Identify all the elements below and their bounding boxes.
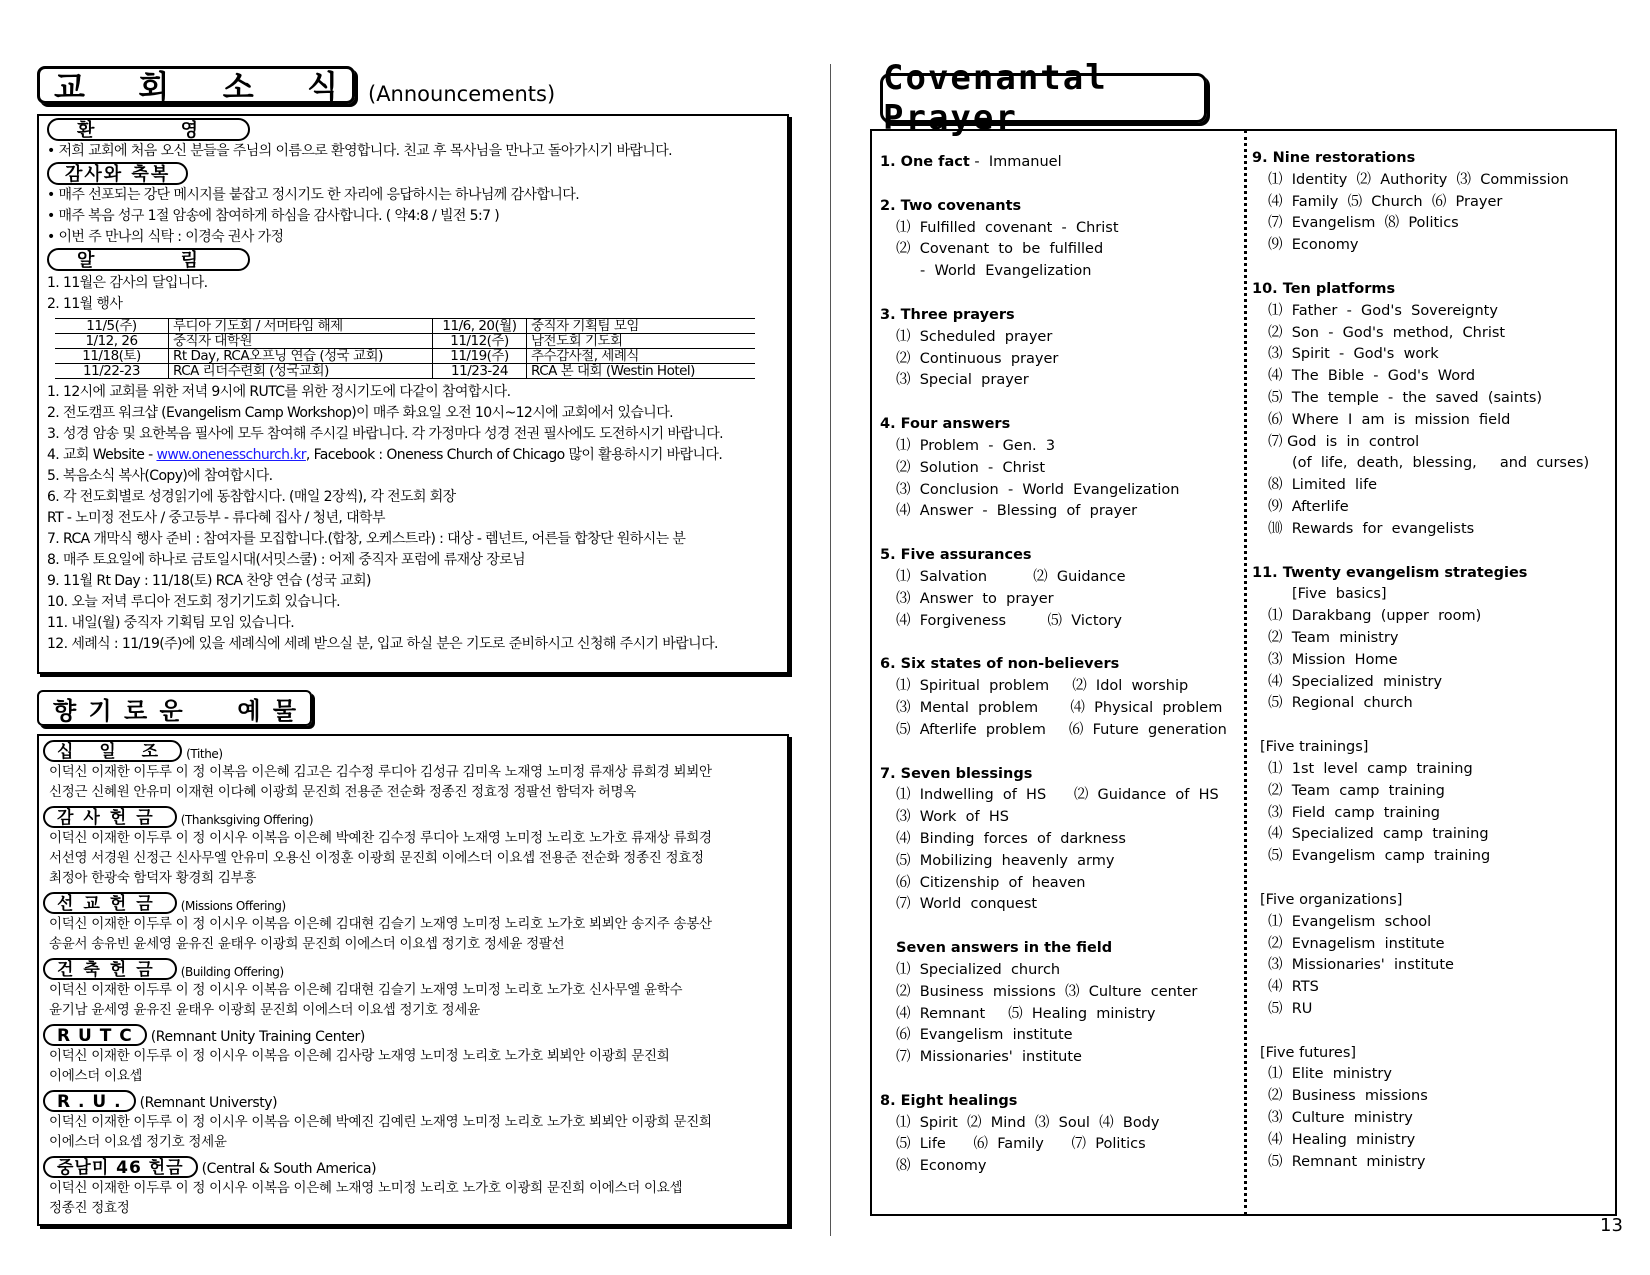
notice-intro: 2. 11월 행사: [47, 296, 123, 312]
prayer-item: ⑸ Afterlife problem ⑹ Future generation: [896, 721, 1227, 738]
offering-label-en: (Central & South America): [201, 1161, 377, 1177]
prayer-item: ⑵ Son - God's method, Christ: [1268, 324, 1506, 341]
offering-names: 서선영 서경원 신정근 신사무엘 안유미 오용신 이정훈 이광희 문진희 이에스더 이요셉 전용준 전순화 정종진 정효정: [49, 850, 704, 866]
offering-header: [43, 1154, 787, 1178]
offering-label-en: (Thanksgiving Offering): [180, 813, 314, 827]
heading-text: 8. Eight healings: [880, 1092, 1018, 1109]
title-char: 교: [54, 68, 85, 106]
prayer-item: ⑸ Regional church: [1268, 695, 1413, 712]
heading-text: 1. One fact: [880, 154, 970, 170]
thanks-line: • 매주 선포되는 강단 메시지를 붙잡고 정시기도 한 자리에 응답하시는 하나님께 감사합니다.: [47, 187, 580, 203]
offering-header: [43, 890, 787, 914]
prayer-group-label: [Five trainings]: [1260, 739, 1369, 756]
prayer-heading: [880, 152, 1227, 174]
offering-header: [43, 956, 787, 980]
offering-label-en: (Tithe): [186, 747, 223, 761]
offering-names: 이덕신 이재한 이두루 이 정 이시우 이복음 이은혜 김사랑 노재영 노미정 노리호 노가호 뵈뵈안 이광희 문진희: [49, 1048, 670, 1064]
offering-names: 이덕신 이재한 이두루 이 정 이시우 이복음 이은혜 김대현 김슬기 노재영 노미정 노리호 노가호 뵈뵈안 송지주 송봉산: [49, 916, 712, 932]
prayer-heading: [1252, 563, 1589, 585]
offering-names: 이덕신 이재한 이두루 이 정 이시우 이복음 이은혜 김대현 김슬기 노재영 노미정 노리호 노가호 신사무엘 윤학수: [49, 982, 683, 998]
prayer-item: ⑹ Evangelism institute: [896, 1027, 1073, 1044]
prayer-heading: [880, 196, 1227, 218]
spacer: [880, 916, 1227, 938]
schedule-date: 1/12, 26: [55, 334, 169, 349]
offering-header: [43, 1022, 787, 1046]
offering-names: 이덕신 이재한 이두루 이 정 이시우 이복음 이은혜 박예진 김예린 노재영 노미정 노리호 노가호 뵈뵈안 이광희 문진희: [49, 1114, 712, 1130]
prayer-item: ⑺ World conquest: [896, 896, 1038, 913]
schedule-event: 남전도회 기도회: [527, 334, 756, 349]
prayer-item-continued: (of life, death, blessing, and curses): [1292, 455, 1590, 472]
title-char: 회: [138, 68, 170, 106]
offering-names: 신정근 신혜원 안유미 이재현 이다혜 이광희 문진희 전용준 전순화 정종진 정효정 정팔선 함덕자 허명옥: [49, 784, 637, 800]
heading-suffix: - Immanuel: [969, 154, 1062, 170]
prayer-item: ⑺ Missionaries' institute: [896, 1049, 1082, 1066]
prayer-item: ⑷ RTS: [1268, 979, 1319, 996]
prayer-heading: [880, 414, 1227, 436]
spacer: [1252, 257, 1589, 279]
schedule-event: RCA 리더수련회 (성국교회): [169, 364, 433, 379]
announcements-title: [37, 66, 355, 104]
prayer-item: ⑴ Father - God's Sovereignty: [1268, 302, 1498, 319]
offering-label: 건축헌금: [43, 958, 177, 980]
schedule-date: 11/22-23: [55, 364, 169, 379]
prayer-item: ⑵ Business missions: [1268, 1088, 1428, 1105]
prayer-item: ⑷ The Bible - God's Word: [1268, 368, 1476, 385]
spacer: [1252, 1021, 1589, 1043]
prayer-item: ⑼ Economy: [1268, 237, 1359, 254]
prayer-item: ⑺ God is in control: [1268, 433, 1420, 450]
offering-section: [43, 804, 787, 888]
spacer: [880, 742, 1227, 764]
title-char: 기: [88, 696, 112, 725]
prayer-item: ⑵ Solution - Christ: [896, 459, 1046, 476]
schedule-date: 11/23-24: [433, 364, 527, 379]
prayer-item: ⑴ Identity ⑵ Authority ⑶ Commission: [1268, 171, 1569, 188]
prayer-item: ⑴ Spirit ⑵ Mind ⑶ Soul ⑷ Body: [896, 1114, 1160, 1131]
spacer: [880, 392, 1227, 414]
prayer-heading: [880, 305, 1227, 327]
notice-item: 9. 11월 Rt Day : 11/18(토) RCA 찬양 연습 (성국 교회): [47, 573, 371, 589]
table-row: [55, 319, 755, 334]
schedule-date: 11/19(주): [433, 349, 527, 364]
thanks-line: • 매주 복음 성구 1절 암송에 참여하게 하심을 감사합니다. ( 약4:8 / 빌전 5:7 ): [47, 208, 500, 224]
schedule-date: 11/5(주): [55, 319, 169, 334]
prayer-item: ⑸ RU: [1268, 1000, 1313, 1017]
prayer-column-right: [1252, 148, 1589, 1173]
spacer: [880, 632, 1227, 654]
offering-header: [43, 738, 787, 762]
prayer-item-continued: [Five basics]: [1292, 586, 1387, 603]
prayer-item-continued: - World Evangelization: [920, 263, 1092, 280]
offering-label-en: (Missions Offering): [180, 899, 286, 913]
prayer-column-left: [880, 152, 1227, 1178]
schedule-event: 중직자 기획팀 모임: [527, 319, 756, 334]
dotted-column-divider: [1244, 130, 1247, 1215]
announcements-box: [37, 114, 789, 674]
prayer-item: ⑷ Specialized camp training: [1268, 826, 1489, 843]
notice-item: 2. 전도캠프 워크샵 (Evangelism Camp Workshop)이 매주 화요일 오전 10시~12시에 교회에서 있습니다.: [47, 405, 674, 421]
prayer-item: ⑴ Indwelling of HS ⑵ Guidance of HS: [896, 787, 1219, 804]
welcome-label: 환 영: [47, 118, 250, 141]
offering-section: [43, 738, 787, 802]
prayer-item: ⑹ Where I am is mission field: [1268, 411, 1511, 428]
offering-names: 이덕신 이재한 이두루 이 정 이시우 이복음 이은혜 노재영 노미정 노리호 노가호 이광희 문진희 이에스더 이요셉: [49, 1180, 683, 1196]
schedule-event: 추수감사절, 세례식: [527, 349, 756, 364]
offering-label-en: (Building Offering): [180, 965, 284, 979]
offerings-title: [37, 690, 312, 726]
spacer: [1252, 541, 1589, 563]
welcome-section: [47, 118, 787, 162]
spacer: [1252, 715, 1589, 737]
schedule-date: 11/18(토): [55, 349, 169, 364]
offering-label-en: (Remnant Universty): [139, 1095, 278, 1111]
offering-section: [43, 956, 787, 1020]
heading-text: 3. Three prayers: [880, 306, 1015, 323]
prayer-item: ⑶ Missionaries' institute: [1268, 957, 1454, 974]
offering-label: 십 일 조: [43, 740, 182, 762]
offering-names: 이덕신 이재한 이두루 이 정 이복음 이은혜 김고은 김수정 루디아 김성규 김미옥 노재영 노미정 류재상 류희경 뵈뵈안: [49, 764, 712, 780]
prayer-item: ⑷ Forgiveness ⑸ Victory: [896, 612, 1122, 629]
prayer-item: ⑴ Specialized church: [896, 961, 1061, 978]
offerings-box: [37, 734, 789, 1226]
notice-item: 3. 성경 암송 및 요한복음 필사에 모두 참여해 주시길 바랍니다. 각 가정마다 성경 전권 필사에도 도전하시기 바랍니다.: [47, 426, 723, 442]
heading-text: 2. Two covenants: [880, 197, 1022, 214]
notice-item: 7. RCA 개막식 행사 준비 : 참여자를 모집합니다.(합창, 오케스트라) : 대상 - 렘넌트, 어른들 합창단 원하시는 분: [47, 531, 686, 547]
prayer-item: ⑸ Life ⑹ Family ⑺ Politics: [896, 1136, 1146, 1153]
heading-text: 10. Ten platforms: [1252, 280, 1396, 297]
prayer-heading: [880, 1091, 1227, 1113]
notice-item: 5. 복음소식 복사(Copy)에 참여합시다.: [47, 468, 273, 484]
prayer-item: ⑶ Mission Home: [1268, 651, 1398, 668]
title-char: 식: [307, 68, 338, 106]
prayer-item: ⑵ Business missions ⑶ Culture center: [896, 983, 1198, 1000]
heading-text: 11. Twenty evangelism strategies: [1252, 564, 1528, 581]
prayer-heading: [880, 654, 1227, 676]
offering-names: 송윤서 송유빈 윤세영 윤유진 윤태우 이광희 문진희 이에스더 이요셉 정기호 정세윤 정팔선: [49, 936, 565, 952]
prayer-item: ⑹ Citizenship of heaven: [896, 874, 1086, 891]
offering-names: 윤기남 윤세영 윤유진 윤태우 이광희 문진희 이에스더 이요셉 정기호 정세윤: [49, 1002, 480, 1018]
offering-label: R . U .: [43, 1090, 136, 1112]
notice-item: 10. 오늘 저녁 루디아 전도회 정기기도회 있습니다.: [47, 594, 340, 610]
title-char: 로: [124, 696, 148, 725]
prayer-item: ⑷ Answer - Blessing of prayer: [896, 503, 1138, 520]
offering-section: [43, 1088, 787, 1152]
offering-label: 감사헌금: [43, 806, 177, 828]
prayer-item: ⑵ Continuous prayer: [896, 350, 1059, 367]
schedule-event: 루디아 기도회 / 서머타임 해제: [169, 319, 433, 334]
table-row: [55, 349, 755, 364]
offering-header: [43, 1088, 787, 1112]
prayer-item: ⑴ Fulfilled covenant - Christ: [896, 219, 1119, 236]
page-number: 13: [1600, 1215, 1623, 1236]
prayer-item: ⑸ Evangelism camp training: [1268, 848, 1491, 865]
prayer-item: ⑶ Work of HS: [896, 809, 1009, 826]
notice-intro: 1. 11월은 감사의 달입니다.: [47, 275, 208, 291]
announcements-title-en: (Announcements): [368, 82, 556, 106]
prayer-item: ⑵ Team ministry: [1268, 629, 1399, 646]
schedule-event: 중직자 대학원: [169, 334, 433, 349]
notice-item: 12. 세례식 : 11/19(주)에 있을 세례식에 세례 받으실 분, 입교 하실 분은 기도로 준비하시고 신청해 주시기 바랍니다.: [47, 636, 718, 652]
title-char: 예: [237, 696, 261, 725]
prayer-item: ⑵ Team camp training: [1268, 782, 1445, 799]
welcome-text: • 저희 교회에 처음 오신 분들을 주님의 이름으로 환영합니다. 친교 후 목사님을 만나고 돌아가시기 바랍니다.: [47, 143, 672, 159]
notice-item: 8. 매주 토요일에 하나로 금토일시대(서밋스쿨) : 어제 중직자 포럼에 류재상 장로님: [47, 552, 526, 568]
prayer-item: ⑴ Darakbang (upper room): [1268, 608, 1482, 625]
spacer: [880, 1069, 1227, 1091]
offering-section: [43, 1154, 787, 1218]
prayer-item: ⑵ Evnagelism institute: [1268, 935, 1445, 952]
prayer-item: ⑴ Evangelism school: [1268, 913, 1432, 930]
prayer-item: ⑶ Answer to prayer: [896, 590, 1054, 607]
spacer: [880, 523, 1227, 545]
thanks-section: [47, 162, 787, 248]
title-char: 물: [272, 696, 296, 725]
prayer-item: ⑶ Field camp training: [1268, 804, 1440, 821]
table-row: [55, 364, 755, 379]
offering-header: [43, 804, 787, 828]
website-suffix: , Facebook : Oneness Church of Chicago 많이 활용하시기 바랍니다.: [305, 447, 723, 463]
prayer-item: ⑴ Problem - Gen. 3: [896, 437, 1056, 454]
prayer-item: ⑶ Culture ministry: [1268, 1110, 1413, 1127]
prayer-item: ⑼ Afterlife: [1268, 498, 1349, 515]
offering-names: 최정아 한광숙 함덕자 황경희 김부흥: [49, 870, 257, 886]
offering-label: R U T C: [43, 1024, 147, 1046]
prayer-item: ⑽ Rewards for evangelists: [1268, 520, 1475, 537]
prayer-item: ⑶ Spirit - God's work: [1268, 346, 1439, 363]
notice-list: [47, 382, 787, 655]
prayer-item: ⑸ The temple - the saved (saints): [1268, 389, 1543, 406]
prayer-item: ⑴ Salvation ⑵ Guidance: [896, 568, 1126, 585]
schedule-event: RCA 본 대회 (Westin Hotel): [527, 364, 756, 379]
notice-item: RT - 노미정 전도사 / 중고등부 - 류다혜 집사 / 청년, 대학부: [47, 510, 385, 526]
prayer-group-label: [Five futures]: [1260, 1044, 1357, 1061]
heading-text: 6. Six states of non-believers: [880, 656, 1120, 673]
website-link[interactable]: www.onenesschurch.kr: [156, 447, 306, 463]
title-char: 소: [222, 68, 254, 106]
prayer-item: ⑴ Spiritual problem ⑵ Idol worship: [896, 678, 1189, 695]
schedule-event: Rt Day, RCA오프닝 연습 (성국 교회): [169, 349, 433, 364]
prayer-item: ⑴ Scheduled prayer: [896, 328, 1053, 345]
prayer-item: ⑶ Special prayer: [896, 372, 1029, 389]
spacer: [880, 283, 1227, 305]
prayer-item: ⑻ Limited life: [1268, 477, 1378, 494]
prayer-item: ⑷ Healing ministry: [1268, 1131, 1416, 1148]
prayer-item: ⑷ Remnant ⑸ Healing ministry: [896, 1005, 1156, 1022]
covenantal-prayer-title: Covenantal Prayer: [880, 73, 1207, 123]
offerings-list: [43, 738, 787, 1218]
offering-names: 이에스더 이요셉: [49, 1068, 143, 1084]
prayer-heading: [880, 764, 1227, 786]
heading-text: 7. Seven blessings: [880, 765, 1033, 782]
prayer-subheading: Seven answers in the field: [896, 940, 1113, 957]
offering-names: 정종진 정효정: [49, 1200, 130, 1216]
offering-label-en: (Remnant Unity Training Center): [150, 1029, 365, 1045]
thanks-line: • 이번 주 만나의 식탁 : 이경숙 권사 가정: [47, 229, 284, 245]
prayer-item: ⑺ Evangelism ⑻ Politics: [1268, 215, 1459, 232]
offering-label: 중남미 46 헌금: [43, 1156, 198, 1178]
prayer-item: ⑷ Specialized ministry: [1268, 673, 1443, 690]
prayer-group-label: [Five organizations]: [1260, 891, 1403, 908]
notice-item-website: [47, 445, 787, 466]
notice-item: 11. 내일(월) 중직자 기획팀 모임 있습니다.: [47, 615, 295, 631]
prayer-item: ⑴ 1st level camp training: [1268, 760, 1473, 777]
prayer-item: ⑷ Family ⑸ Church ⑹ Prayer: [1268, 193, 1503, 210]
page-divider: [830, 64, 831, 1236]
spacer: [1252, 868, 1589, 890]
title-char: 향: [53, 696, 77, 725]
spacer: [880, 174, 1227, 196]
heading-text: 4. Four answers: [880, 416, 1011, 433]
website-prefix: 4. 교회 Website -: [47, 447, 157, 463]
prayer-item: ⑵ Covenant to be fulfilled: [896, 241, 1104, 258]
offering-names: 이에스더 이요셉 정기호 정세윤: [49, 1134, 227, 1150]
notice-section: [47, 248, 787, 655]
heading-text: 5. Five assurances: [880, 547, 1032, 564]
prayer-heading: [880, 545, 1227, 567]
notice-label: 알 림: [47, 248, 250, 271]
schedule-date: 11/12(주): [433, 334, 527, 349]
offering-names: 이덕신 이재한 이두루 이 정 이시우 이복음 이은혜 박예찬 김수정 루디아 노재영 노미정 노리호 노가호 류재상 류희경: [49, 830, 712, 846]
prayer-heading: [1252, 279, 1589, 301]
thanks-label: 감사와 축복: [47, 162, 188, 185]
prayer-item: ⑶ Mental problem ⑷ Physical problem: [896, 699, 1223, 716]
november-schedule-table: [55, 318, 755, 379]
prayer-item: ⑻ Economy: [896, 1158, 987, 1175]
prayer-item: ⑸ Mobilizing heavenly army: [896, 852, 1115, 869]
heading-text: 9. Nine restorations: [1252, 150, 1416, 166]
table-row: [55, 334, 755, 349]
prayer-item: ⑸ Remnant ministry: [1268, 1153, 1426, 1170]
schedule-date: 11/6, 20(월): [433, 319, 527, 334]
prayer-item: ⑴ Elite ministry: [1268, 1066, 1392, 1083]
offering-label: 선교헌금: [43, 892, 177, 914]
notice-item: 1. 12시에 교회를 위한 저녁 9시에 RUTC를 위한 정시기도에 다같이 참여합시다.: [47, 384, 511, 400]
prayer-heading: [1252, 148, 1589, 170]
prayer-item: ⑶ Conclusion - World Evangelization: [896, 481, 1180, 498]
notice-item: 6. 각 전도회별로 성경읽기에 동참합시다. (매일 2장씩), 각 전도회 회장: [47, 489, 456, 505]
prayer-item: ⑷ Binding forces of darkness: [896, 830, 1126, 847]
offering-section: [43, 1022, 787, 1086]
offering-section: [43, 890, 787, 954]
title-char: 운: [159, 696, 183, 725]
